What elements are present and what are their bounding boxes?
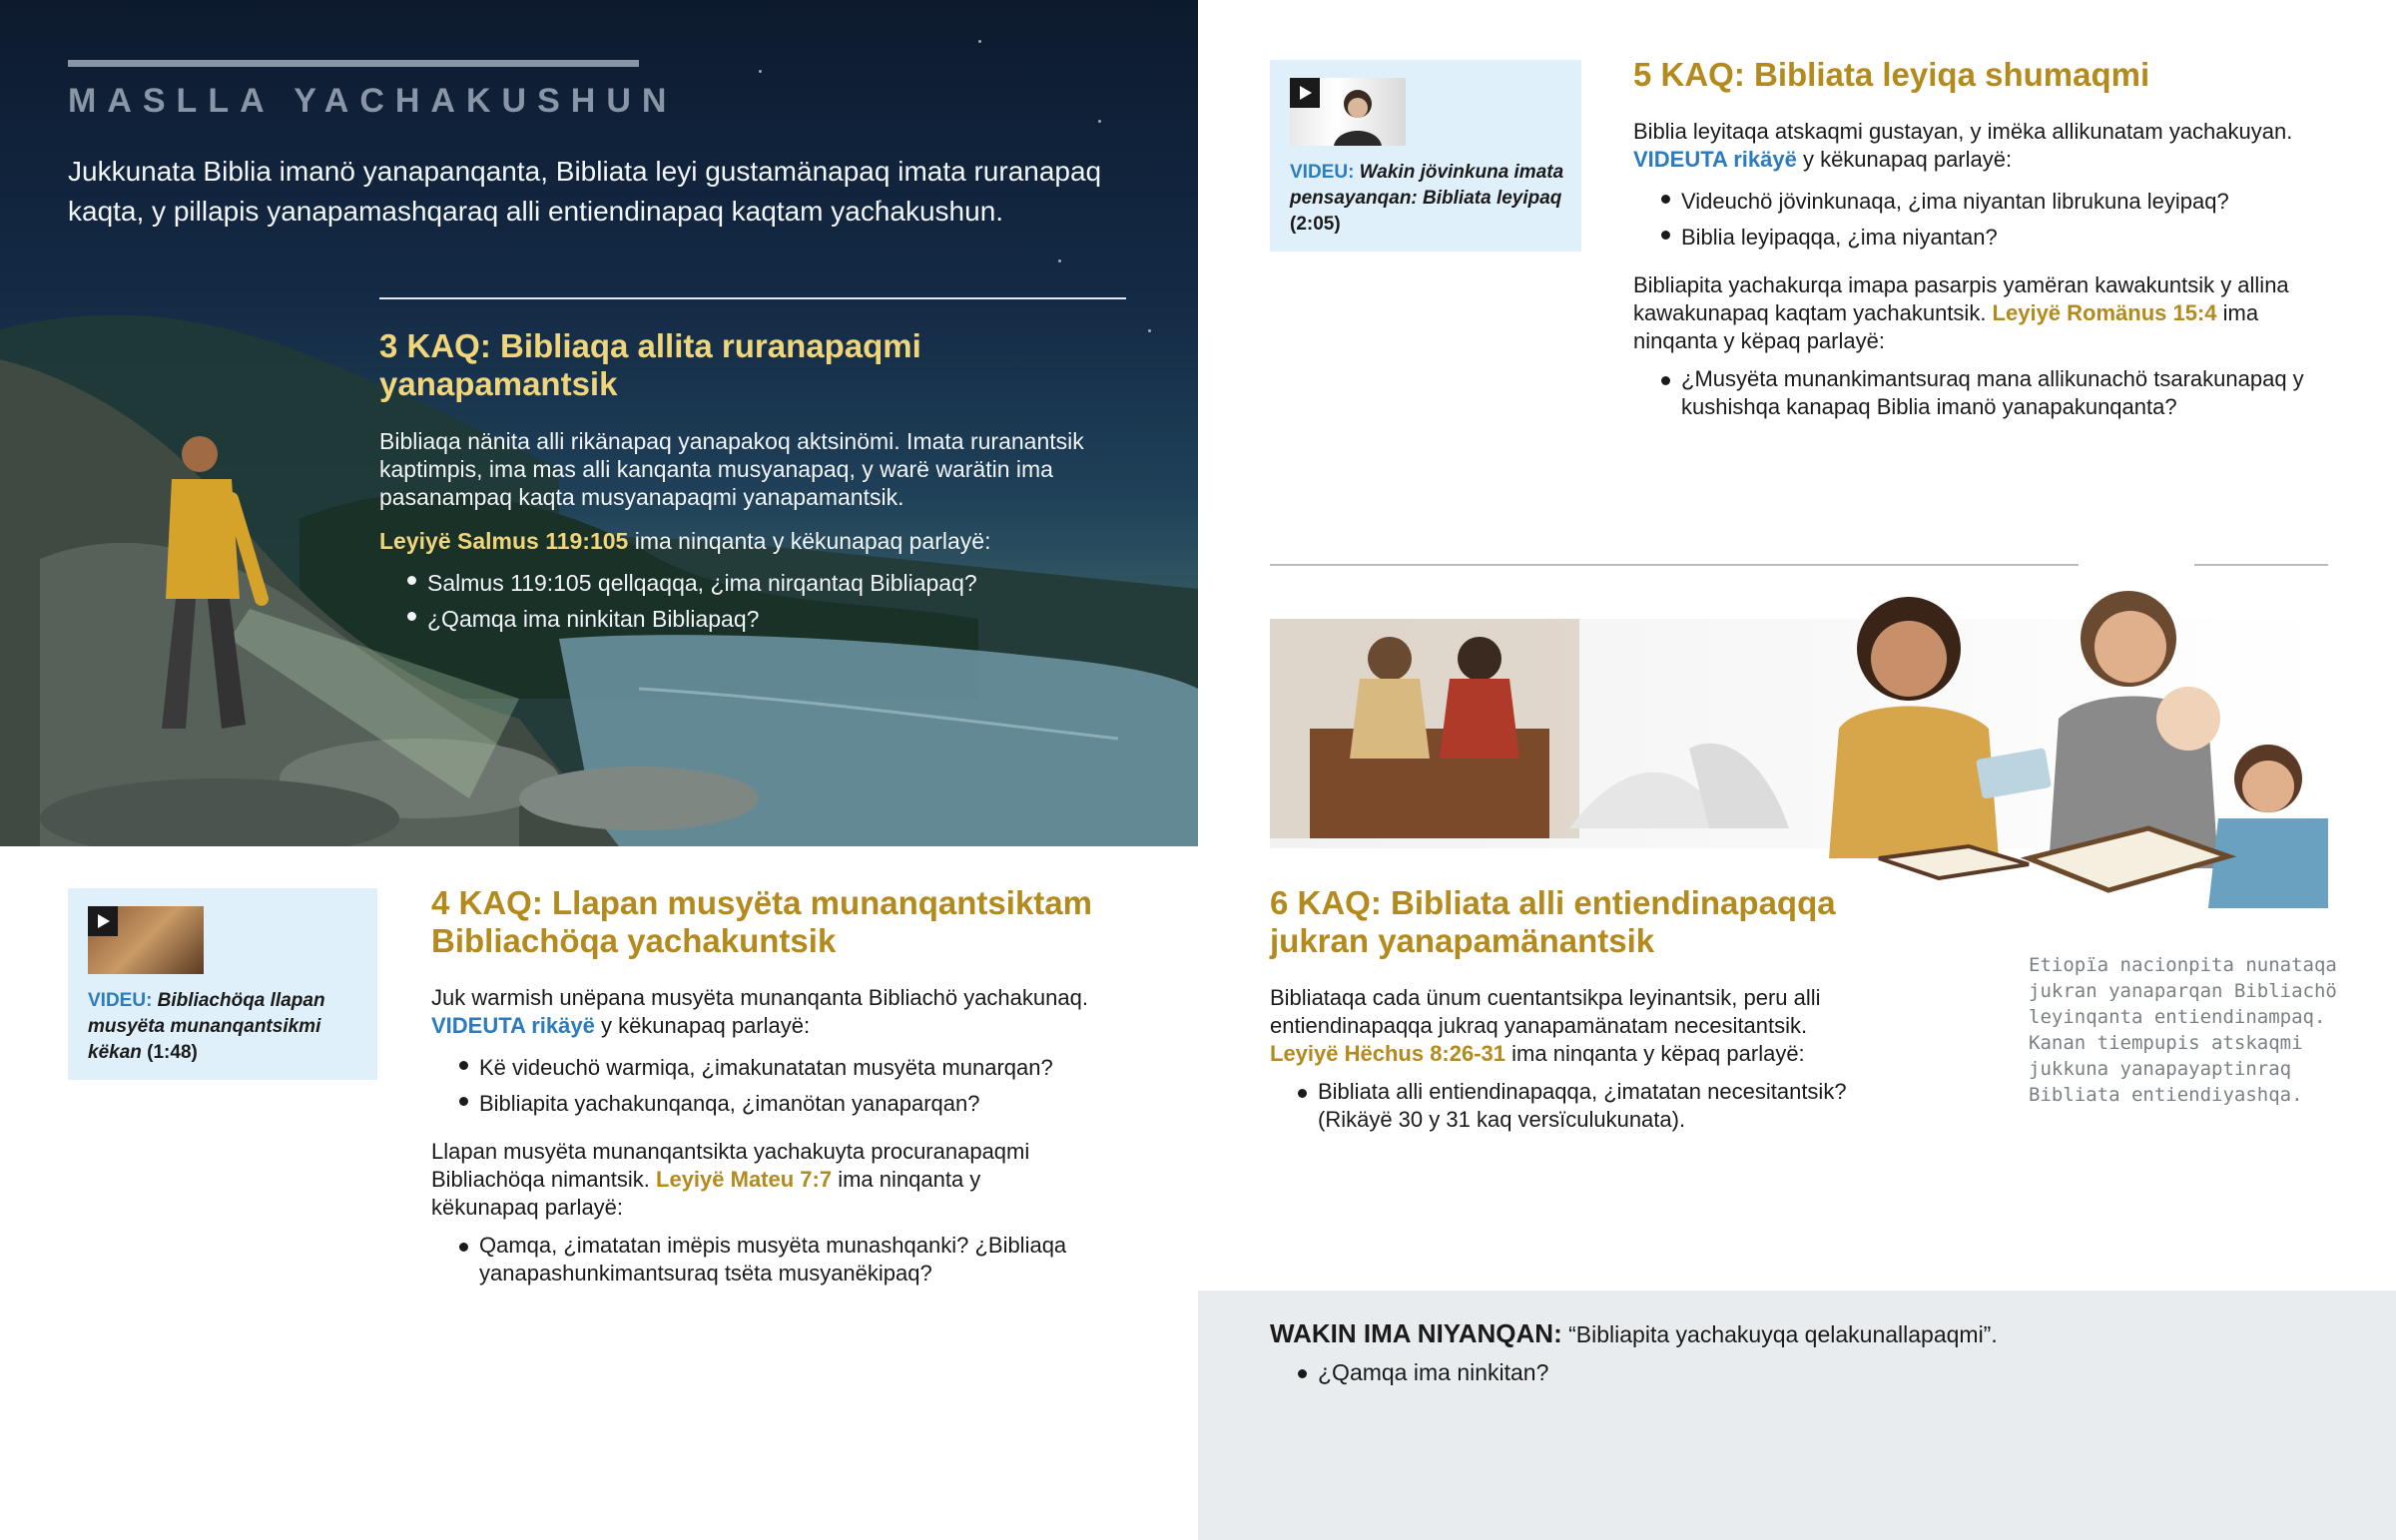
section3-question-list [379, 565, 1138, 637]
summary-statement [1270, 1319, 2348, 1348]
video-thumbnail[interactable] [1290, 78, 1406, 146]
body2-text: Bibliapita yachakurqa imapa pasarpis yamëran kawakuntsik y allina kawakunapaq kaqtam yachakuntsik. [1633, 272, 2289, 325]
list-item: ¿Qamqa ima ninkitan? [1270, 1358, 2348, 1386]
section5-instruction [1633, 146, 2332, 174]
section4-instruction [431, 1012, 1150, 1040]
section5-body2 [1633, 271, 2332, 355]
section3-content [379, 427, 1138, 637]
list-item: Bibliapita yachakunqanqa, ¿imanötan yanaparqan? [431, 1086, 1150, 1122]
instruction-text: ima ninqanta y këpaq parlayë: [1633, 300, 2259, 353]
video-label: VIDEU: [1290, 162, 1355, 183]
instruction-text: y këkunapaq parlayë: [594, 1013, 811, 1038]
summary-quote: “Bibliapita yachakuyqa qelakunallapaqmi”. [1561, 1321, 1998, 1347]
section3-instruction [379, 527, 1138, 555]
video-title: Bibliachöqa llapan musyëta munanqantsikmi këkan [88, 990, 325, 1063]
video-title: Wakin jövinkuna imata pensayanqan: Bibliata leyipaq [1290, 162, 1564, 209]
section4-question-list [431, 1050, 1150, 1122]
speaker-portrait [1290, 78, 1406, 146]
section5-question-list [1633, 184, 2332, 256]
section4-body2 [431, 1138, 1090, 1222]
section4-video-card[interactable] [68, 888, 377, 1080]
video-duration: (2:05) [1290, 214, 1341, 235]
body2-text: Llapan musyëta munanqantsikta yachakuyta procuranapaqmi Bibliachöqa nimantsik. [431, 1139, 1030, 1192]
section6-content [1270, 984, 1889, 1134]
intro-paragraph: Jukkunata Biblia imanö yanapanqanta, Bibliata leyi gustamänapaq imata ruranapaq kaqta, y pillapis yanapamashqaraq alli entiendinapaq kaqtam yachakushun. [68, 156, 1102, 227]
section5-title: 5 KAQ: Bibliata leyiqa shumaqmi [1633, 56, 2150, 93]
list-item: Salmus 119:105 qellqaqqa, ¿ima nirqantaq Bibliapaq? [379, 565, 1138, 601]
summary-question-list [1270, 1358, 2348, 1386]
scripture-link[interactable]: Leyiyë Hëchus 8:26-31 [1270, 1041, 1506, 1066]
list-item: Kë videuchö warmiqa, ¿imakunatatan musyëta munarqan? [431, 1050, 1150, 1086]
video-thumbnail[interactable] [88, 906, 204, 974]
watch-video-link[interactable]: VIDEUTA rikäyë [431, 1013, 595, 1038]
summary-content [1270, 1319, 2348, 1386]
play-icon[interactable] [88, 906, 118, 936]
night-lake-illustration [0, 0, 1198, 846]
section3-divider [379, 297, 1126, 299]
section6-instruction [1270, 1040, 1889, 1068]
list-item: Bibliata alli entiendinapaqqa, ¿imatatan necesitantsik? (Rikäyë 30 y 31 kaq versïculukunata). [1270, 1078, 1889, 1134]
section3-body: Bibliaqa nänita alli rikänapaq yanapakoq aktsinömi. Imata ruranantsik kaptimpis, ima mas alli kanqanta musyanapaq, y warë warätin ima pasanampaq kaqta musyanapaqmi yanapamantsik. [379, 428, 1084, 510]
instruction-text: ima ninqanta y këkunapaq parlayë: [431, 1167, 981, 1220]
video-duration: (1:48) [141, 1042, 198, 1063]
kicker-rule [68, 60, 639, 67]
hero-image-panel [0, 0, 1198, 846]
scripture-link[interactable]: Leyiyë Mateu 7:7 [656, 1167, 833, 1192]
summary-label: WAKIN IMA NIYANQAN: [1270, 1318, 1562, 1348]
section5-content [1633, 118, 2332, 421]
video-label: VIDEU: [88, 990, 153, 1011]
section6-question-list [1270, 1078, 1889, 1134]
section5-question-list-2 [1633, 365, 2312, 421]
watch-video-link[interactable]: VIDEUTA rikäyë [1633, 147, 1797, 172]
section4-question-list-2 [431, 1232, 1090, 1287]
section6-title: 6 KAQ: Bibliata alli entiendinapaqqa jukran yanapamänantsik [1270, 884, 1836, 959]
instruction-text: ima ninqanta y këpaq parlayë: [1505, 1041, 1805, 1066]
list-item: ¿Musyëta munankimantsuraq mana allikunachö tsarakunapaq y kushishqa kanapaq Biblia imanö yanapakunqanta? [1633, 365, 2312, 421]
section3-instruction-text: ima ninqanta y këkunapaq parlayë: [628, 528, 991, 554]
video-caption [88, 988, 367, 1066]
section5-body: Biblia leyitaqa atskaqmi gustayan, y imëka allikunatam yachakuyan. [1633, 119, 2293, 144]
illustration-caption: Etiopïa nacionpita nunataqa jukran yanaparqan Bibliachö leyinqanta entiendinampaq. Kanan tiempupis atskaqmi jukkuna yanapayaptinraq Bibliata entiendiyashqa. [2029, 954, 2337, 1106]
list-item: Videuchö jövinkunaqa, ¿ima niyantan librukuna leyipaq? [1633, 184, 2332, 220]
video-caption [1290, 160, 1569, 238]
section4-body: Juk warmish unëpana musyëta munanqanta Bibliachö yachakunaq. [431, 985, 1088, 1010]
list-item: Biblia leyipaqqa, ¿ima niyantan? [1633, 220, 2332, 256]
instruction-text: y këkunapaq parlayë: [1796, 147, 2013, 172]
section3-scripture-link[interactable]: Leyiyë Salmus 119:105 [379, 528, 629, 554]
section6-body: Bibliataqa cada ünum cuentantsikpa leyinantsik, peru alli entiendinapaqqa jukraq yanapamänatam necesitantsik. [1270, 985, 1821, 1038]
section5-video-card[interactable] [1270, 60, 1581, 252]
section4-content [431, 984, 1150, 1287]
section-kicker: MASLLA YACHAKUSHUN [68, 82, 678, 120]
section3-title: 3 KAQ: Bibliaqa allita ruranapaqmi yanapamantsik [379, 327, 921, 402]
list-item: ¿Qamqa ima ninkitan Bibliapaq? [379, 601, 1138, 637]
section4-title: 4 KAQ: Llapan musyëta munanqantsiktam Bibliachöqa yachakuntsik [431, 884, 1092, 959]
scripture-link[interactable]: Leyiyë Romänus 15:4 [1992, 300, 2217, 325]
list-item: Qamqa, ¿imatatan imëpis musyëta munashqanki? ¿Bibliaqa yanapashunkimantsuraq tsëta musyanëkipaq? [431, 1232, 1090, 1287]
